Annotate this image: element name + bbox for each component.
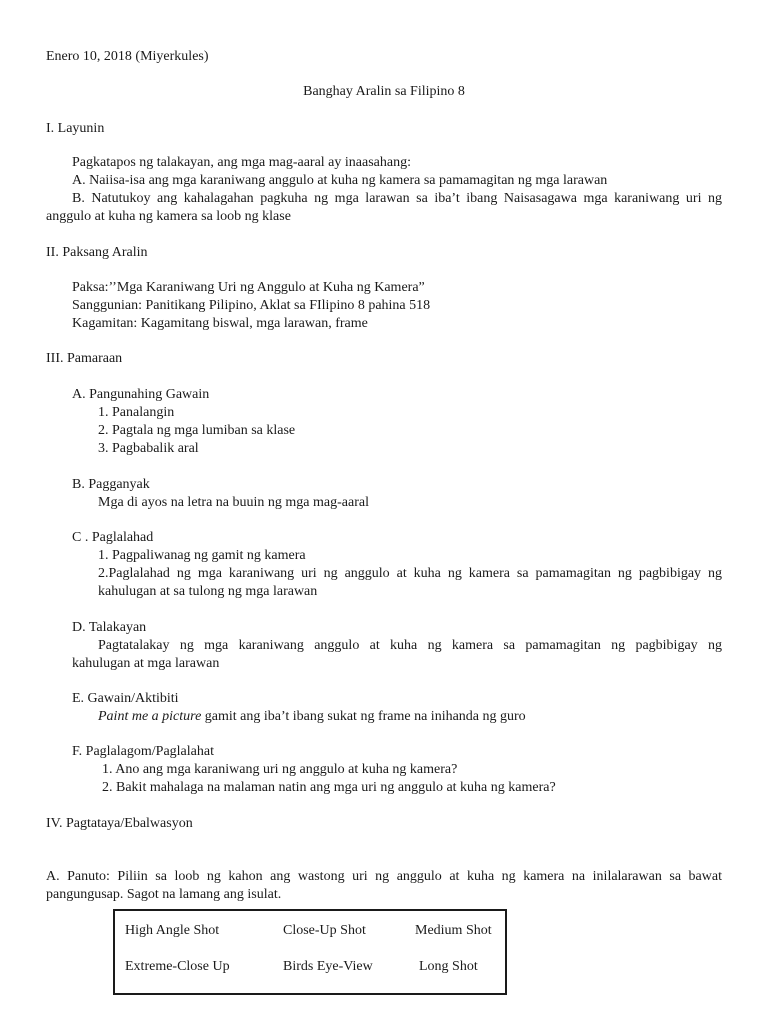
list-item-line1: 2.Paglalahad ng mga karaniwang uri ng anggulo at kuha ng kamera sa pamamagitan ng pagbibigay ng [98, 566, 722, 581]
activity-description: gamit ang iba’t ibang sukat ng frame na inihanda ng guro [201, 709, 526, 724]
pamaraan-e-text [98, 708, 526, 726]
section-heading-paksang-aralin: II. Paksang Aralin [46, 245, 148, 260]
pamaraan-b-heading: B. Pagganyak [72, 477, 150, 492]
section-heading-pagtataya: IV. Pagtataya/Ebalwasyon [46, 816, 193, 831]
layunin-item-b-line1: B. Natutukoy ang kahalagahan pagkuha ng mga larawan sa iba’t ibang Naisasagawa mga karaniwang uri ng [72, 191, 722, 206]
activity-title: Paint me a picture [98, 709, 202, 724]
pamaraan-f-heading: F. Paglalagom/Paglalahat [72, 744, 214, 759]
answer-choices-box [113, 909, 507, 995]
list-item: 1. Ano ang mga karaniwang uri ng anggulo at kuha ng kamera? [102, 762, 458, 777]
pamaraan-d-line2: kahulugan at mga larawan [72, 656, 220, 671]
list-item: 2. Pagtala ng mga lumiban sa klase [98, 423, 296, 438]
choice-item: Close-Up Shot [283, 923, 366, 938]
section-heading-pamaraan: III. Pamaraan [46, 351, 123, 366]
list-item: 1. Pagpaliwanag ng gamit ng kamera [98, 548, 306, 563]
choice-item: Medium Shot [415, 923, 492, 938]
choice-item: High Angle Shot [125, 923, 220, 938]
list-item: 2. Bakit mahalaga na malaman natin ang mga uri ng anggulo at kuha ng kamera? [102, 780, 556, 795]
list-item: 3. Pagbabalik aral [98, 441, 199, 456]
pamaraan-d-line1: Pagtatalakay ng mga karaniwang anggulo at kuha ng kamera sa pamamagitan ng pagbibigay ng [98, 638, 722, 653]
layunin-intro: Pagkatapos ng talakayan, ang mga mag-aaral ay inaasahang: [72, 155, 411, 170]
list-item-line2: kahulugan at sa tulong ng mga larawan [98, 584, 318, 599]
document-date: Enero 10, 2018 (Miyerkules) [46, 49, 209, 64]
kagamitan-text: Kagamitan: Kagamitang biswal, mga larawan, frame [72, 316, 368, 331]
layunin-item-a: A. Naiisa-isa ang mga karaniwang anggulo at kuha ng kamera sa pamamagitan ng mga larawan [72, 173, 608, 188]
document-title: Banghay Aralin sa Filipino 8 [303, 84, 465, 99]
layunin-item-b-line2: anggulo at kuha ng kamera sa loob ng klase [46, 209, 291, 224]
choice-item: Long Shot [419, 959, 478, 974]
pamaraan-b-text: Mga di ayos na letra na buuin ng mga mag-aaral [98, 495, 369, 510]
choice-item: Extreme-Close Up [125, 959, 230, 974]
panuto-line1: A. Panuto: Piliin sa loob ng kahon ang wastong uri ng anggulo at kuha ng kamera na inilalarawan sa bawat [46, 869, 722, 884]
choice-item: Birds Eye-View [283, 959, 373, 974]
sanggunian-text: Sanggunian: Panitikang Pilipino, Aklat sa FIlipino 8 pahina 518 [72, 298, 431, 313]
list-item: 1. Panalangin [98, 405, 175, 420]
paksa-text: Paksa:’’Mga Karaniwang Uri ng Anggulo at Kuha ng Kamera” [72, 280, 425, 295]
pamaraan-a-heading: A. Pangunahing Gawain [72, 387, 210, 402]
section-heading-layunin: I. Layunin [46, 121, 105, 136]
pamaraan-c-heading: C . Paglalahad [72, 530, 154, 545]
pamaraan-e-heading: E. Gawain/Aktibiti [72, 691, 179, 706]
panuto-line2: pangungusap. Sagot na lamang ang isulat. [46, 887, 282, 902]
pamaraan-d-heading: D. Talakayan [72, 620, 147, 635]
